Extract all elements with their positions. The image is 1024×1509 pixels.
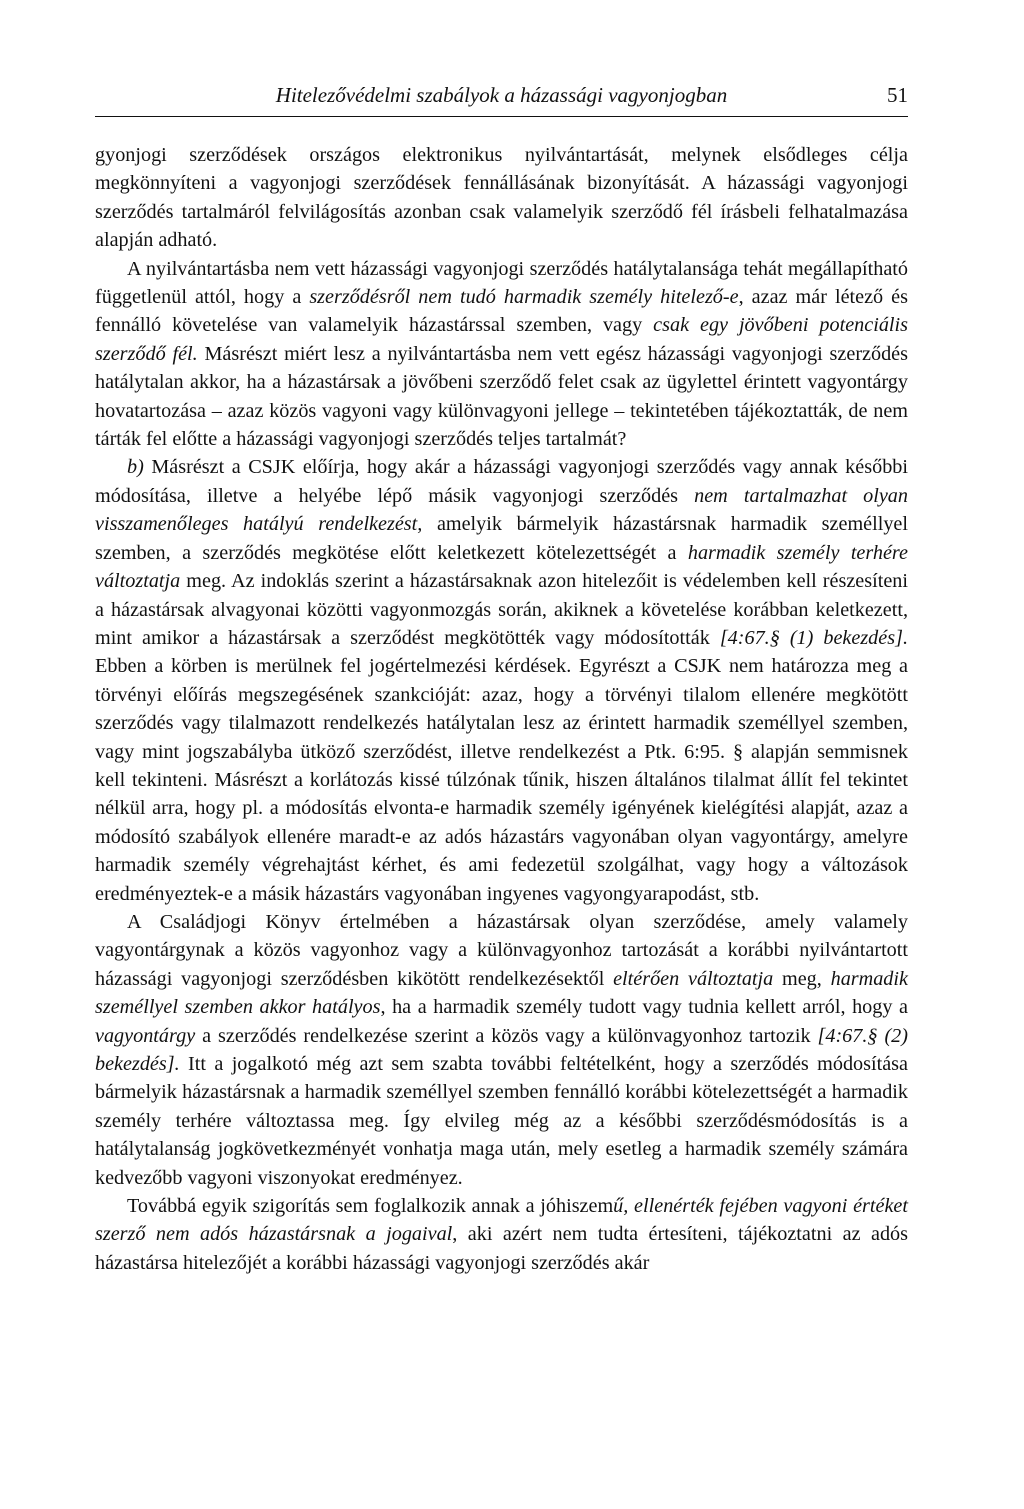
running-head xyxy=(95,78,908,112)
text-run: Másrészt miért lesz a nyilvántartásba nem vett egész házassági vagyonjogi szerződés hatálytalan akkor, ha a házastársak a jövőbeni szerződő felet csak az ügylettel érintett vagyontárgy hovatartozása – azaz közös vagyoni vagy különvagyoni jellege – tekintetében tájékoztatták, de nem tárták fel előtte a házassági vagyonjogi szerződés teljes tartalmát? xyxy=(95,342,909,451)
text-run: A Családjogi Könyv értelmében a házastársak olyan szerződése, amely valamely vagyontárgynak a közös vagyonhoz vagy a különvagyonhoz tartozását a korábbi nyilvántartott házassági vagyonjogi szerződésben kikötött rendelkezésektől xyxy=(95,910,908,990)
header-rule xyxy=(95,116,908,117)
paragraph xyxy=(95,255,908,454)
emphasized-text: harmadik személy terhére változtatja xyxy=(95,541,909,593)
text-run: a szerződés rendelkezése szerint a közös vagy a különvagyonhoz tartozik xyxy=(195,1024,818,1047)
paragraph xyxy=(95,453,908,908)
body-text xyxy=(95,141,908,1277)
emphasized-text: nem tartalmazhat olyan visszamenőleges hatályú rendelkezést, xyxy=(95,484,908,536)
paragraph xyxy=(95,1192,908,1277)
page-number: 51 xyxy=(887,83,908,107)
text-run: meg, xyxy=(773,967,831,990)
text-run: Ebben a körben is merülnek fel jogértelmezési kérdések. Egyrészt a CSJK nem határozza meg a törvényi előírás megszegésének szankcióját: azaz, hogy a törvényi tilalom ellenére megkötött szerződés vagy tilalmazott rendelkezés hatálytalan lesz az érintett harmadik személlyel szemben, vagy mint jogszabályba ütköző szerződést, illetve rendelkezést a Ptk. 6:95. § alapján semmisnek kell tekinteni. Másrészt a korlátozás kissé túlzónak tűnik, hiszen általános tilalmat állít fel tekintet nélkül arra, hogy pl. a módosítás elvonta-e harmadik személy igényének kielégítési alapját, azaz a módosító szabályok ellenére maradt-e az adós házastárs vagyonában olyan vagyontárgy, amelyre harmadik személy végrehajtást kérhet, és ami fedezetül szolgálhat, vagy hogy a változások eredményeztek-e a másik házastárs vagyonában ingyenes vagyongyarapodást, stb. xyxy=(95,655,908,905)
text-run: Továbbá egyik szigorítás sem foglalkozik annak a jóhiszem xyxy=(127,1195,614,1218)
emphasized-text: eltérően változtatja xyxy=(613,967,774,990)
emphasized-text: [4:67.§ (2) bekezdés]. xyxy=(95,1024,908,1075)
emphasized-text: ű, ellenérték fejében vagyoni értéket szerző nem adós házastársnak a jogaival xyxy=(95,1195,908,1246)
emphasized-text: [4:67.§ (1) bekezdés]. xyxy=(719,626,908,649)
text-run: amelyik bármelyik házastársnak harmadik személlyel szemben, a szerződés megkötése előtt keletkezett kötelezettségét a xyxy=(95,513,908,564)
emphasized-text: vagyontárgy xyxy=(95,1024,196,1047)
emphasized-text: b) xyxy=(127,456,144,479)
emphasized-text: szerződésről nem tudó harmadik személy hitelező-e xyxy=(309,286,739,309)
text-run: Itt a jogalkotó még azt sem szabta további feltételként, hogy a szerződés módosítása bármelyik házastársnak a harmadik személlyel szemben fennálló korábbi kötelezettségét a harmadik személy terhére változtassa meg. Így elvileg még az a későbbi szerződésmódosítás is a hatálytalanság jogkövetkezményét vonhatja maga után, mely esetleg a harmadik személy számára kedvezőbb vagyoni viszonyokat eredményez. xyxy=(95,1053,908,1189)
paragraph xyxy=(95,141,908,255)
text-run: , azaz már létező és fennálló követelése van valamelyik házastárssal szemben, vagy xyxy=(95,286,908,337)
text-run: meg. Az indoklás szerint a házastársaknak azon hitelezőit is védelemben kell részesíteni a házastársak alvagyonai közötti vagyonmozgás során, akiknek a követelése korábban keletkezett, mint amikor a házastársak a szerződést megkötötték vagy módosították xyxy=(95,570,908,649)
emphasized-text: csak egy jövőbeni potenciális szerződő fél. xyxy=(95,314,908,365)
running-title: Hitelezővédelmi szabályok a házassági vagyonjogban xyxy=(275,83,728,107)
text-run: , ha a harmadik személy tudott vagy tudnia kellett arról, hogy a xyxy=(380,996,909,1019)
paragraph xyxy=(95,908,908,1192)
emphasized-text: harmadik személlyel szemben akkor hatályos xyxy=(95,967,908,1019)
text-run: Másrészt a CSJK előírja, hogy akár a házassági vagyonjogi szerződés vagy annak későbbi módosítása, illetve a helyébe lépő másik vagyonjogi szerződés xyxy=(95,456,908,507)
text-run: gyonjogi szerződések országos elektronikus nyilvántartását, melynek elsődleges célja megkönnyíteni a vagyonjogi szerződések fennállásának bizonyítását. A házassági vagyonjogi szerződés tartalmáról felvilágosítás azonban csak valamelyik szerződő fél írásbeli felhatalmazása alapján adható. xyxy=(95,144,908,252)
book-page xyxy=(95,78,908,1277)
text-run: A nyilvántartásba nem vett házassági vagyonjogi szerződés hatálytalansága tehát megállapítható függetlenül attól, hogy a xyxy=(95,257,908,309)
text-run: , aki azért nem tudta értesíteni, tájékoztatni az adós házastársa hitelezőjét a korábbi házassági vagyonjogi szerződés akár xyxy=(95,1223,908,1274)
